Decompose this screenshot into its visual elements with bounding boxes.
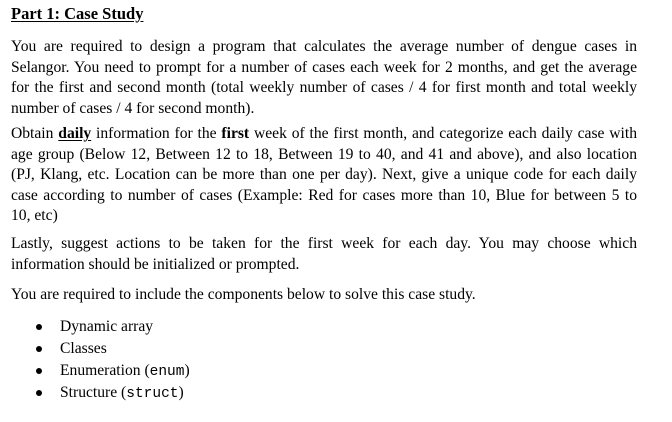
paragraph-line: information should be initialized or prompted.	[11, 255, 300, 273]
code-keyword-enum: enum	[149, 364, 185, 380]
list-item-label: Structure (	[60, 384, 127, 401]
paragraph-line: age group (Below 12, Between 12 to 18, Between 19 to 40, and 41 and above), and also location	[11, 145, 637, 163]
paragraph-line: 10, etc)	[11, 207, 58, 224]
list-item-label: )	[184, 362, 190, 379]
list-item-label: Dynamic array	[60, 318, 154, 335]
components-list	[11, 316, 190, 404]
list-item-label: Classes	[60, 340, 107, 357]
paragraph-line: You are required to include the components below to solve this case study.	[11, 286, 476, 303]
text-run: information for the	[91, 125, 222, 142]
list-item	[11, 360, 190, 382]
paragraph-daily-information	[11, 124, 637, 227]
list-item	[11, 316, 190, 338]
bullet-icon	[36, 324, 42, 330]
list-item	[11, 338, 190, 360]
emphasis-first: first	[221, 125, 250, 142]
text-run: Obtain	[11, 125, 59, 142]
paragraph-line: case according to number of cases (Example: Red for cases more than 10, Blue for between 5 to	[11, 186, 637, 204]
bullet-icon	[36, 390, 42, 396]
paragraph-line: for the first and second month (total weekly number of cases / 4 for first month and total weekly	[11, 79, 637, 96]
paragraph-line: (PJ, Klang, etc. Location can be more than one per day). Next, give a unique code for each daily	[11, 166, 637, 183]
paragraph-line: You are required to design a program that calculates the average number of dengue cases in	[11, 38, 637, 55]
list-item-label: )	[178, 384, 184, 401]
paragraph-line: Lastly, suggest actions to be taken for the first week for each day. You may choose which	[11, 235, 637, 252]
emphasis-daily: daily	[58, 125, 92, 142]
list-item-label: Enumeration (	[60, 362, 150, 379]
bullet-icon	[36, 368, 42, 374]
paragraph-actions	[11, 234, 637, 275]
bullet-icon	[36, 346, 42, 352]
paragraph-line: Selangor. You need to prompt for a number of cases each week for 2 months, and get the average	[11, 58, 637, 76]
code-keyword-struct: struct	[126, 386, 179, 402]
paragraph-line: number of cases / 4 for second month).	[11, 99, 255, 117]
paragraph-components-intro	[11, 285, 637, 306]
paragraph-introduction	[11, 37, 637, 119]
section-heading: Part 1: Case Study	[11, 4, 144, 23]
text-run: week of the first month, and categorize each daily case with	[249, 125, 638, 142]
paragraph-line	[11, 124, 637, 145]
list-item	[11, 382, 190, 404]
